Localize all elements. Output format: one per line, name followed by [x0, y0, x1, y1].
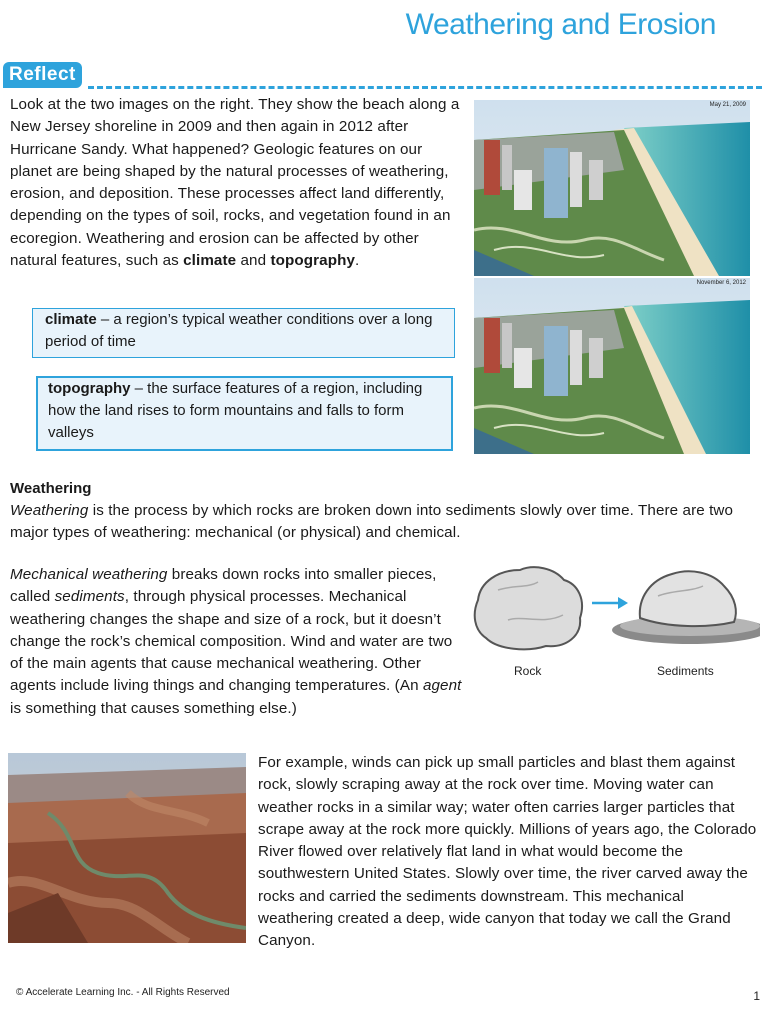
grand-canyon-image — [8, 753, 246, 943]
dashed-divider — [88, 86, 762, 89]
agent-term: agent — [422, 677, 462, 695]
beach-photo-2009-date: May 21, 2009 — [709, 102, 746, 108]
climate-definition-box — [32, 308, 455, 358]
topography-definition: – the surface features of a region, including how the land rises to form mountains and falls to form valleys — [48, 380, 423, 441]
grand-canyon-paragraph: For example, winds can pick up small particles and blast them against rock, slowly scraping away at the rock over time. Moving water can weather rocks in a similar way; water often carries larger particles that scrape away at the rock more quickly. Millions of years ago, the Colorado River flowed over relatively flat land in what would become the southwestern United States. Slowly over time, the river carved away the rocks and carried the sediments downstream. This mechanical weathering created a deep, wide canyon that today we call the Grand Canyon. — [258, 754, 757, 950]
weathering-term: Weathering — [10, 502, 89, 519]
intro-paragraph — [10, 94, 466, 272]
rock-sediments-illustration — [468, 560, 760, 665]
topography-term: topography — [48, 380, 131, 397]
beach-photo-2012 — [474, 278, 750, 454]
sediments-label: Sediments — [657, 664, 714, 678]
beach-photo-2009-image — [474, 100, 750, 276]
weathering-definition: is the process by which rocks are broken down into sediments slowly over time. There are two major types of weathering: mechanical (or physical) and chemical. — [10, 502, 734, 542]
grand-canyon-photo — [8, 753, 246, 943]
rock-shape — [475, 567, 582, 649]
rock-sediments-diagram — [468, 560, 760, 685]
rock-label: Rock — [514, 664, 542, 678]
mechanical-text-3: is something that causes something else.) — [10, 699, 297, 717]
copyright-footer: © Accelerate Learning Inc. - All Rights Reserved — [16, 987, 230, 998]
mechanical-term: Mechanical weathering — [10, 566, 168, 583]
climate-definition: – a region’s typical weather conditions over a long period of time — [45, 311, 433, 350]
beach-photo-2009 — [474, 100, 750, 276]
intro-end: . — [355, 252, 360, 270]
sediments-term: sediments — [54, 588, 125, 606]
intro-joiner: and — [236, 252, 271, 270]
weathered-rock-shape — [640, 571, 736, 626]
weathering-paragraph — [10, 500, 760, 545]
transform-arrow-head — [618, 597, 628, 609]
page-title: Weathering and Erosion — [405, 8, 716, 41]
weathering-heading: Weathering — [10, 480, 92, 497]
intro-term-topography: topography — [270, 252, 355, 270]
topography-definition-box — [36, 376, 453, 451]
reflect-section-tab: Reflect — [3, 62, 82, 88]
beach-photo-2012-image — [474, 278, 750, 454]
intro-term-climate: climate — [183, 252, 237, 270]
mechanical-text-1: breaks down rocks into smaller pieces, called — [10, 566, 437, 606]
intro-text: Look at the two images on the right. They show the beach along a New Jersey shoreline in 2009 and then again in 2012 after Hurricane Sandy. What happened? Geologic features on our planet are being shaped by the natural processes of weathering, erosion, and deposition. These processes affect land differently, depending on the types of soil, rocks, and vegetation found in an ecoregion. Weathering and erosion can be affected by other natural features, such as — [10, 96, 460, 270]
beach-photo-2012-date: November 6, 2012 — [696, 280, 746, 286]
climate-term: climate — [45, 311, 97, 328]
mechanical-text-2: , through physical processes. Mechanical weathering changes the shape and size of a rock, but it doesn’t change the rock’s chemical composition. Wind and water are two of the main agents that cause mechanical weathering. Other agents include living things and changing temperatures. (An — [10, 588, 453, 695]
mechanical-weathering-paragraph — [10, 564, 465, 720]
page-number: 1 — [753, 989, 760, 1003]
